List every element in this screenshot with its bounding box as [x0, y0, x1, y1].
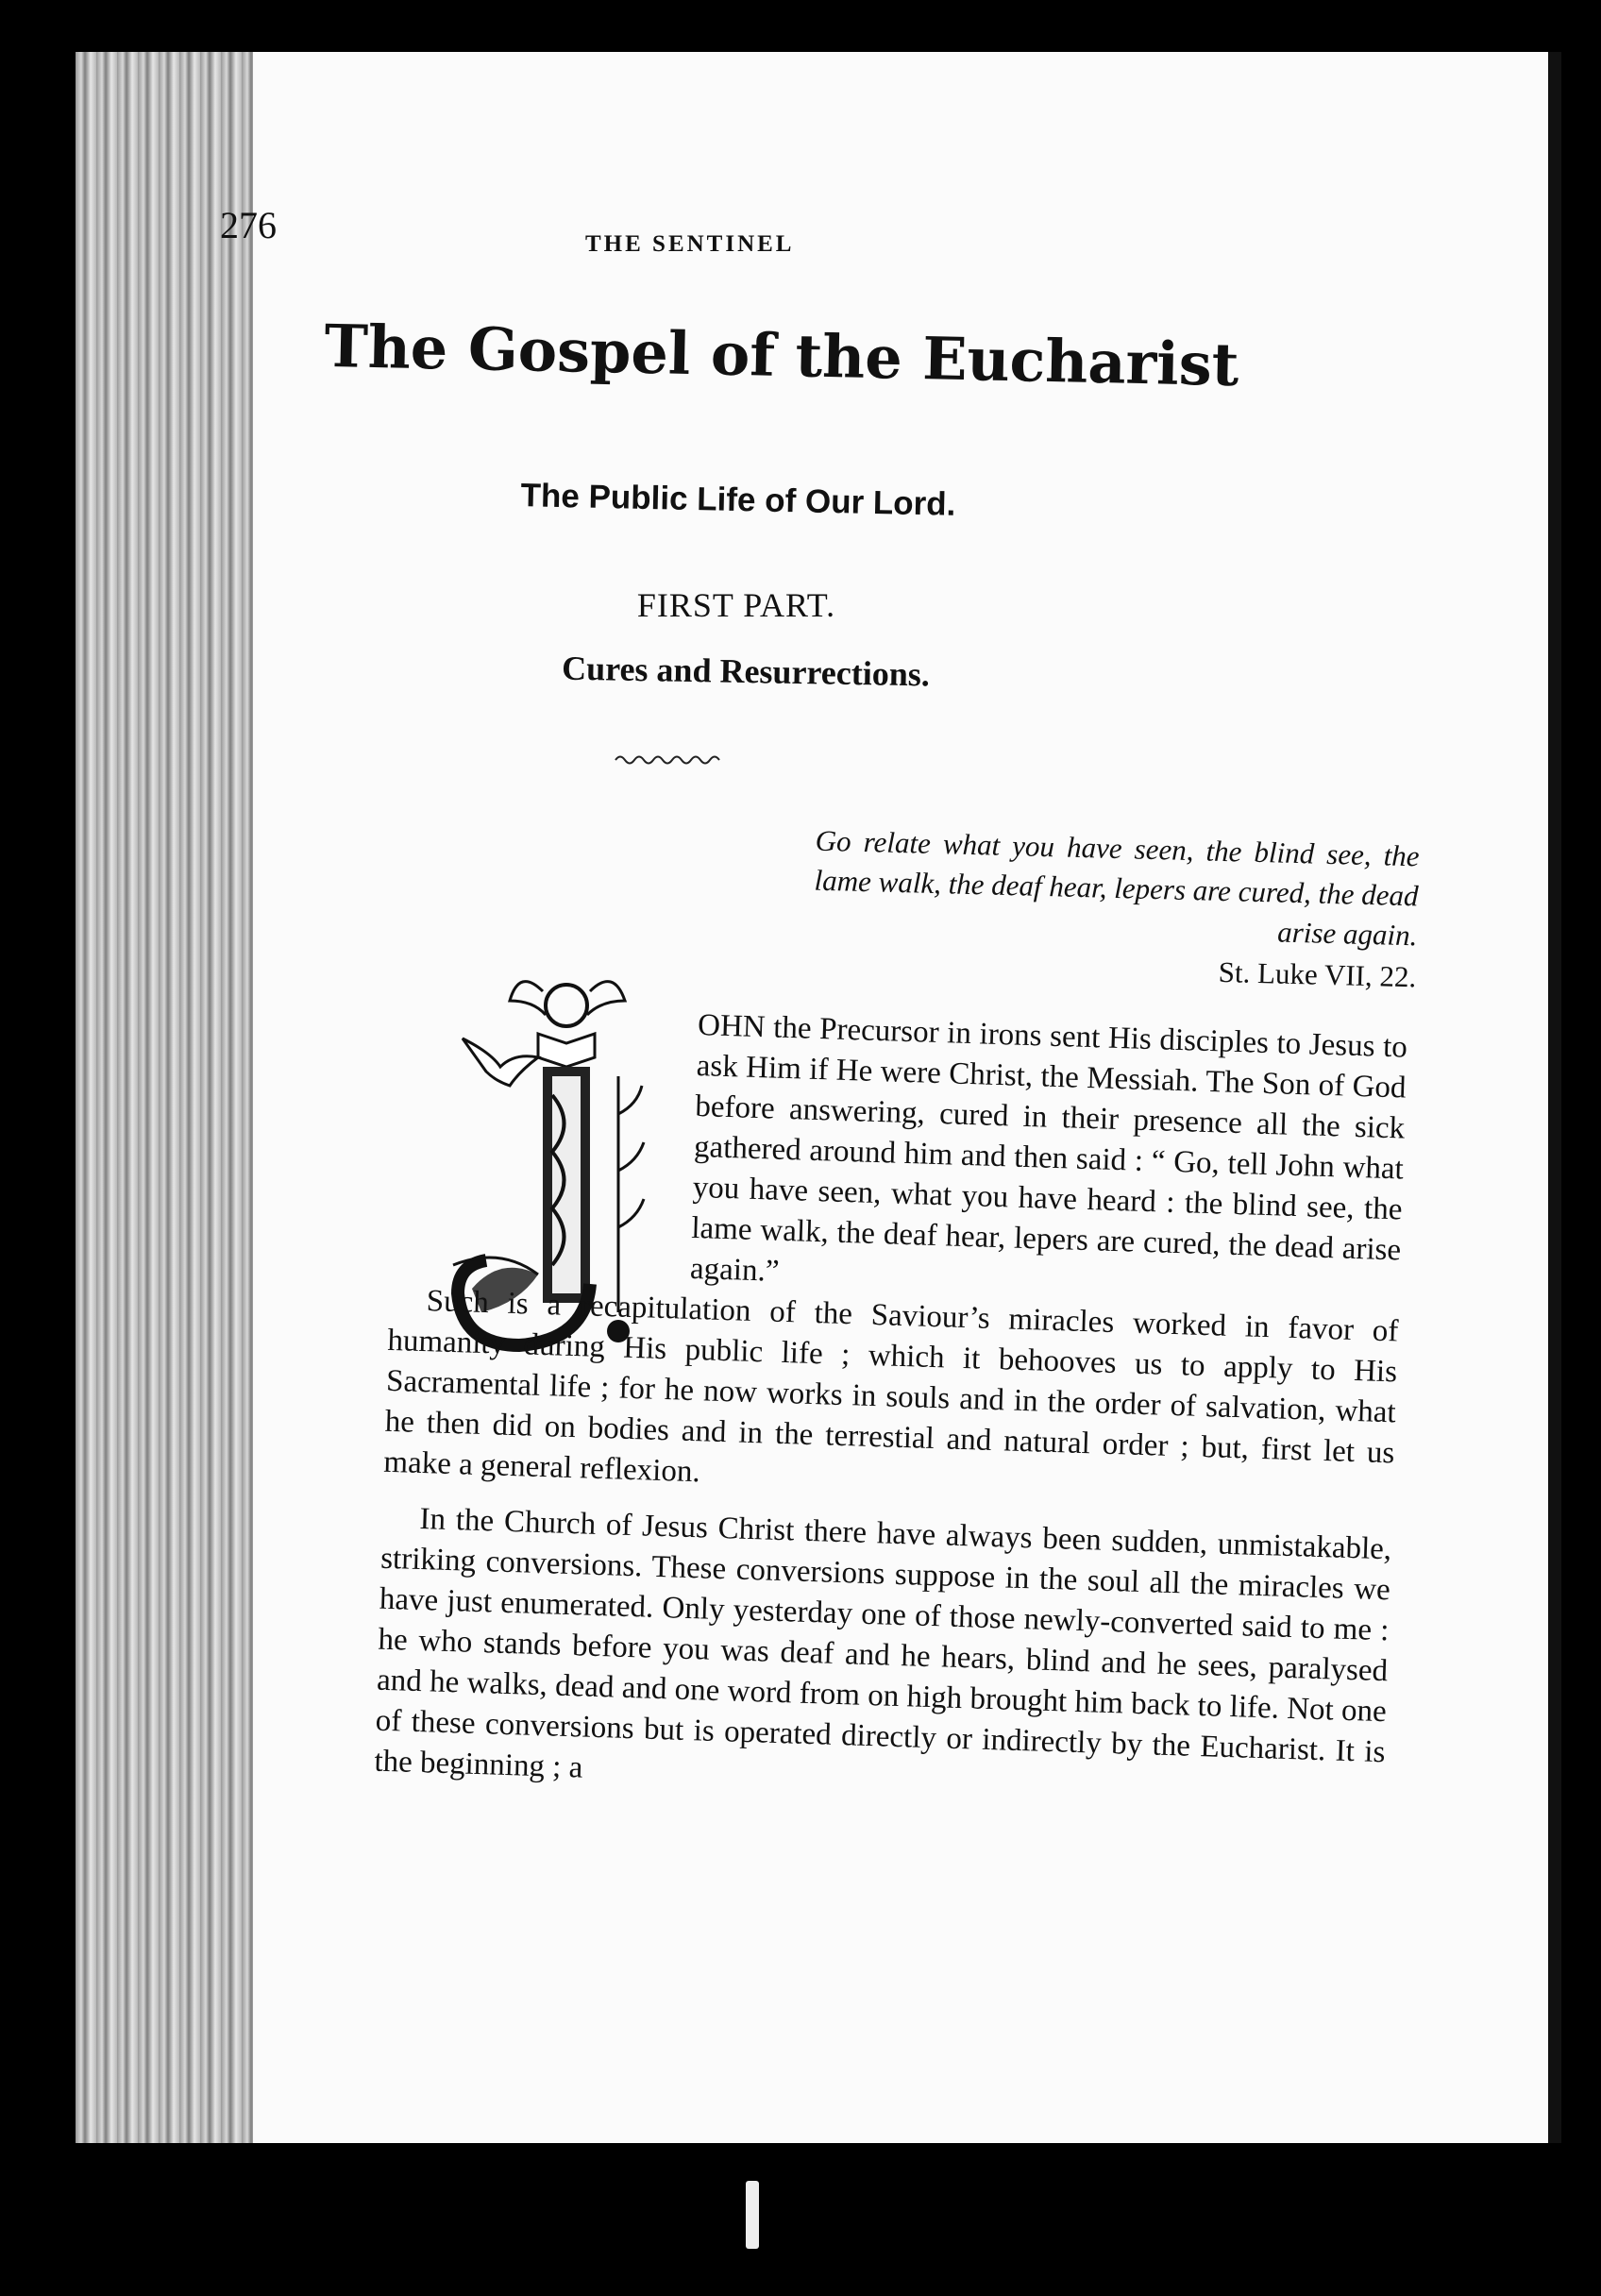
book-page-edges: [76, 52, 255, 2143]
article-body: [374, 996, 1408, 1814]
epigraph-text: Go relate what you have seen, the blind see, the lame walk, the deaf hear, lepers are cured, the dead arise again.: [814, 823, 1421, 953]
wavy-rule-ornament: [614, 751, 727, 769]
body-paragraph-2: Such is a recapitulation of the Saviour’s miracles worked in favor of humanity during His public life ; which it behooves us to apply to His Sacramental life ; for he now works in souls and in the order of salvation, what he then did on bodies and in the terrestial and natural order ; but, first let us make a general reflexion.: [382, 1284, 1399, 1490]
article-subtitle: The Public Life of Our Lord.: [520, 477, 956, 523]
first-word-caps: OHN: [697, 1007, 767, 1045]
epigraph-citation: St. Luke VII, 22.: [1218, 954, 1417, 994]
paragraph-1-text: the Precursor in irons sent His disciples to Jesus to ask Him if He were Christ, the Messiah. The Son of God before answering, cured in their presence all the sick gathered around him and then said : “ Go, tell John what you have seen, what you have heard : the blind see, the lame walk, the deaf hear, lepers are cured, the dead arise again.”: [689, 1010, 1408, 1289]
body-paragraph-3: In the Church of Jesus Christ there have always been sudden, unmistakable, striking conversions. These conversions suppose in the soul all the miracles we have just enumerated. Only yesterday one of those newly-converted said to me : he who stands before you was deaf and he hears, blind and he sees, paralysed and he walks, dead and one word from on high brought him back to life. Not one of these conversions but is operated directly or indirectly by the Eucharist. It is the beginning ; a: [373, 1501, 1392, 1785]
scan-artifact: [746, 2181, 759, 2249]
body-paragraph-1: [390, 996, 1408, 1311]
right-gutter: [1548, 52, 1561, 2143]
page-number: 276: [220, 204, 277, 246]
article-title: The Gospel of the Eucharist: [323, 311, 1240, 400]
section-title: Cures and Resurrections.: [561, 649, 931, 694]
epigraph: [812, 821, 1420, 998]
running-head: THE SENTINEL: [585, 231, 795, 257]
part-label: FIRST PART.: [636, 586, 836, 624]
